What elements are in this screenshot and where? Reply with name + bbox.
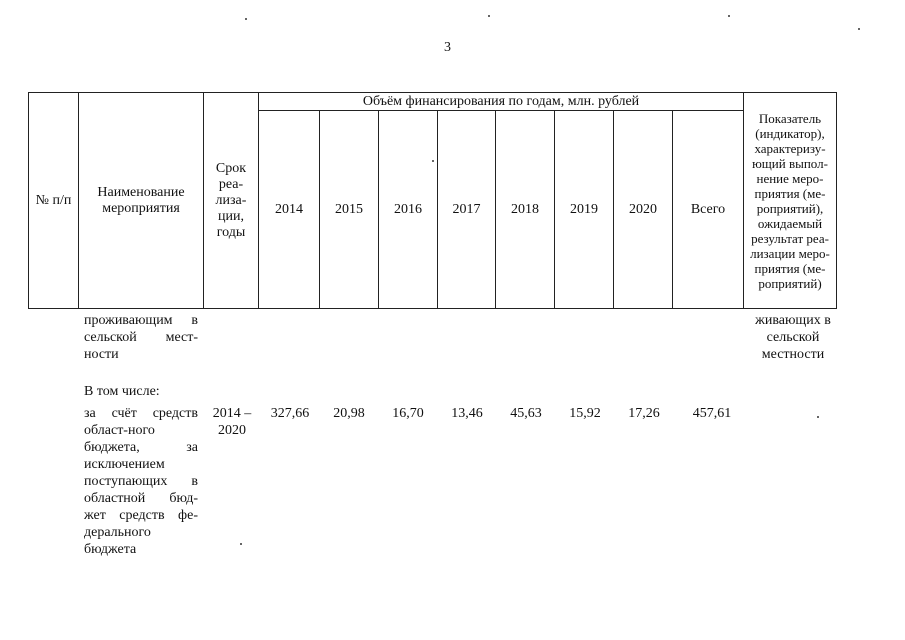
scan-speck <box>432 160 434 162</box>
header-year: 2020 <box>614 111 673 309</box>
row1-value: 20,98 <box>333 406 365 421</box>
header-year: 2017 <box>438 111 496 309</box>
header-funding-group: Объём финансирования по годам, млн. рублей <box>259 93 744 111</box>
row1-value: 16,70 <box>392 406 424 421</box>
scan-speck <box>728 15 730 17</box>
scan-speck <box>817 416 819 418</box>
continuation-indicator: живающих в сельской местности <box>755 313 831 362</box>
scan-speck <box>240 543 242 545</box>
row1-total: 457,61 <box>692 406 732 421</box>
page-number: 3 <box>444 40 451 55</box>
row1-value: 45,63 <box>510 406 542 421</box>
scan-speck <box>245 18 247 20</box>
row1-term: 2014 – 2020 <box>212 406 252 438</box>
header-year: 2018 <box>496 111 555 309</box>
header-table <box>28 92 837 309</box>
header-term: Срок реа-лиза-ции, годы <box>204 93 259 309</box>
scan-speck <box>858 28 860 30</box>
header-num: № п/п <box>29 93 79 309</box>
row1-name: за счёт средств област-ного бюджета, за исключением поступающих в областной бюд-жет средств фе-дерального бюджета <box>84 406 198 557</box>
header-year: 2019 <box>555 111 614 309</box>
row1-value: 327,66 <box>270 406 310 421</box>
continuation-name: проживающим в сельской мест-ности <box>84 313 198 362</box>
scan-speck <box>488 15 490 17</box>
header-name: Наименование мероприятия <box>79 93 204 309</box>
row1-value: 17,26 <box>628 406 660 421</box>
header-year: 2014 <box>259 111 320 309</box>
header-year: 2015 <box>320 111 379 309</box>
header-year: 2016 <box>379 111 438 309</box>
header-total: Всего <box>673 111 744 309</box>
row1-value: 15,92 <box>569 406 601 421</box>
subheading: В том числе: <box>84 384 160 399</box>
row1-value: 13,46 <box>451 406 483 421</box>
header-indicator: Показатель (индикатор), характеризу-ющий выпол-нение меро-приятия (ме-роприятий), ожидаемый результат реа-лизации меро-приятия (ме-роприятий) <box>744 93 837 309</box>
